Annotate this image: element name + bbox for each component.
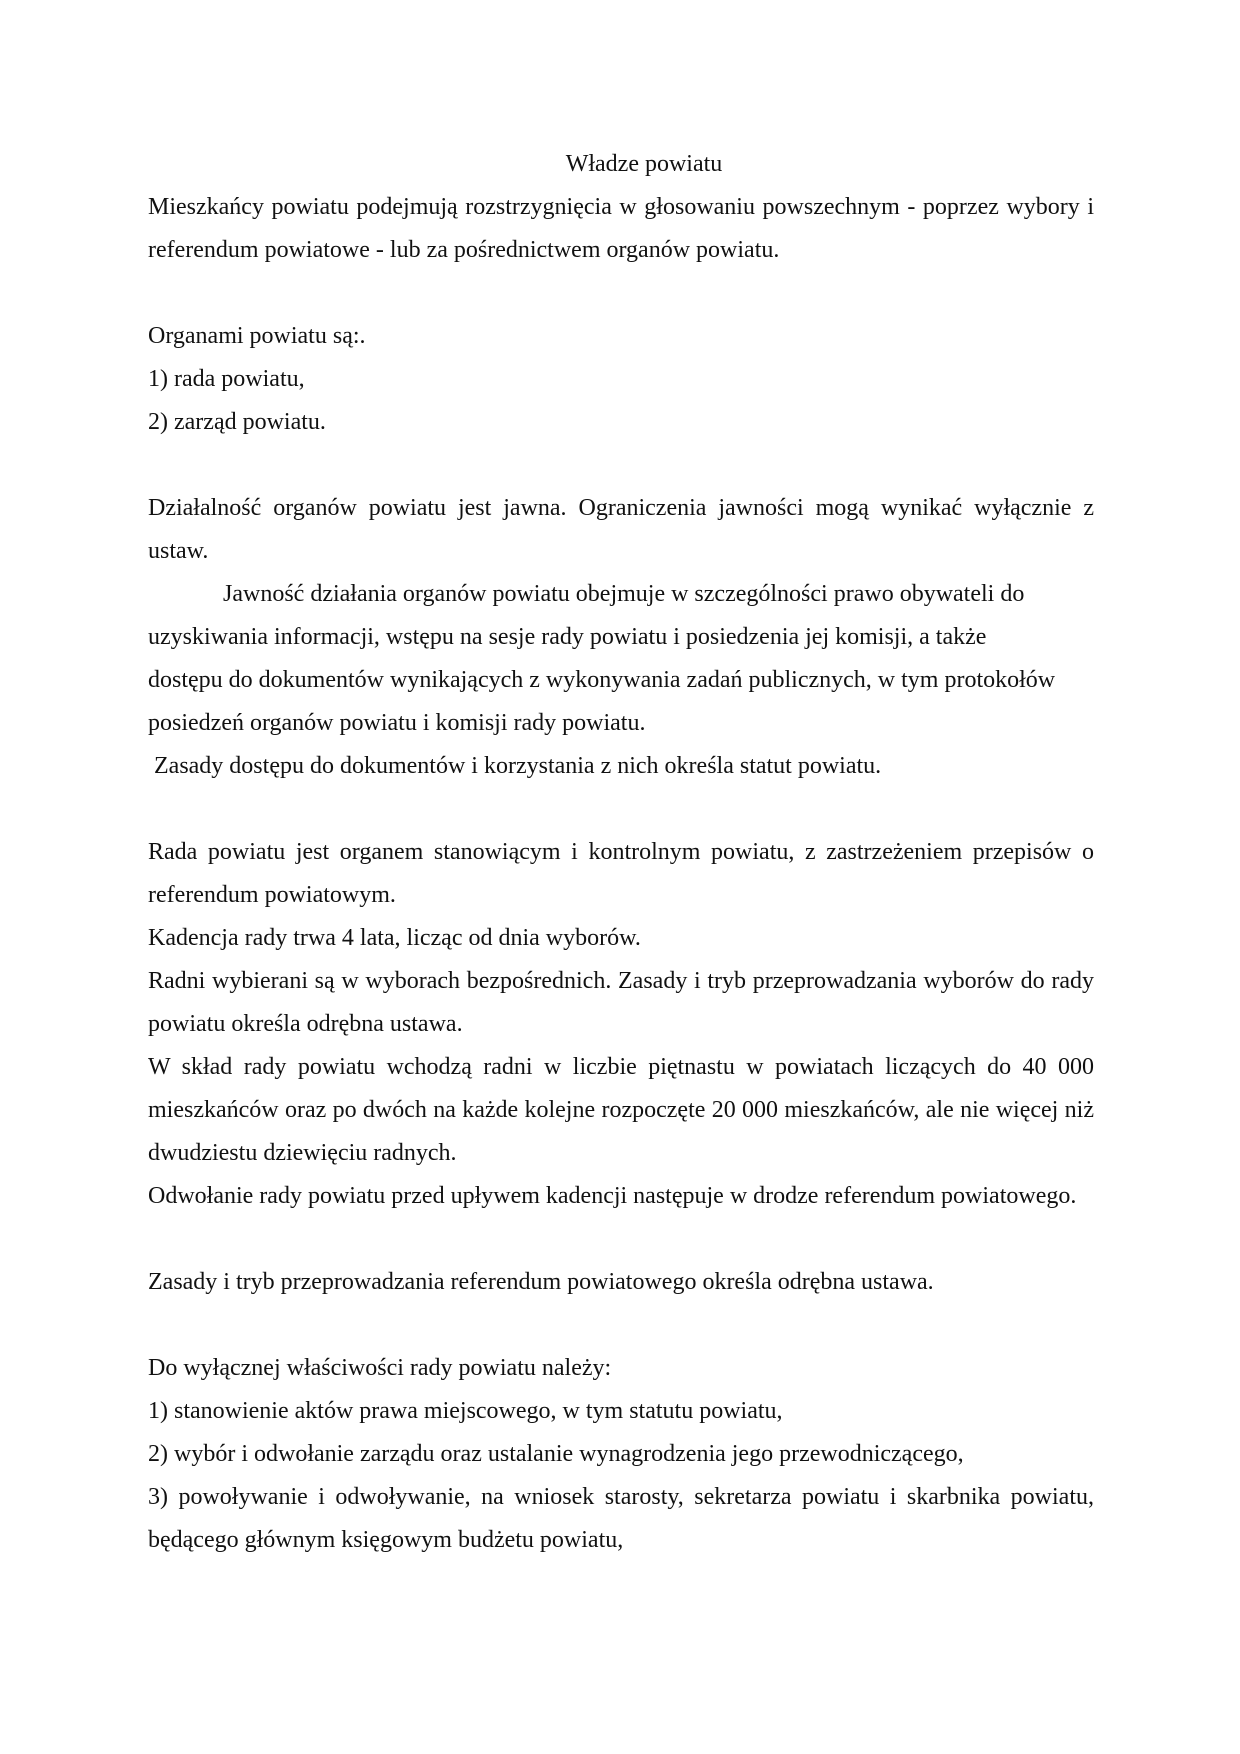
document-title: Władze powiatu (565, 151, 723, 177)
council-role-paragraph: Rada powiatu jest organem stanowiącym i kontrolnym powiatu, z zastrzeżeniem przepisów o referendum powiatowym. (148, 839, 1094, 908)
term-paragraph: Kadencja rady trwa 4 lata, licząc od dnia wyborów. (148, 925, 641, 951)
openness-paragraph: Działalność organów powiatu jest jawna. Ograniczenia jawności mogą wynikać wyłącznie z ustaw. (148, 495, 1094, 564)
spacer (148, 444, 1094, 487)
composition-paragraph: W skład rady powiatu wchodzą radni w liczbie piętnastu w powiatach liczących do 40 000 mieszkańców oraz po dwóch na każde kolejne rozpoczęte 20 000 mieszkańców, ale nie więcej niż dwudziestu dziewięciu radnych. (148, 1054, 1094, 1166)
document-body (148, 143, 1094, 1562)
openness-details-line: Jawność działania organów powiatu obejmuje w szczególności prawo obywateli do (223, 581, 1025, 607)
list-item: 2) wybór i odwołanie zarządu oraz ustalanie wynagrodzenia jego przewodniczącego, (148, 1441, 964, 1467)
list-item: 2) zarząd powiatu. (148, 409, 326, 435)
list-item: 1) stanowienie aktów prawa miejscowego, w tym statutu powiatu, (148, 1398, 783, 1424)
spacer (148, 1218, 1094, 1261)
spacer (148, 788, 1094, 831)
elections-paragraph: Radni wybierani są w wyborach bezpośrednich. Zasady i tryb przeprowadzania wyborów do rady powiatu określa odrębna ustawa. (148, 968, 1094, 1037)
list-item: 3) powoływanie i odwoływanie, na wniosek starosty, sekretarza powiatu i skarbnika powiatu, będącego głównym księgowym budżetu powiatu, (148, 1484, 1094, 1553)
spacer (148, 272, 1094, 315)
organs-list (148, 358, 1094, 444)
list-item: 1) rada powiatu, (148, 366, 305, 392)
openness-details-line: posiedzeń organów powiatu i komisji rady powiatu. (148, 710, 646, 736)
spacer (148, 1304, 1094, 1347)
referendum-rules-paragraph: Zasady i tryb przeprowadzania referendum powiatowego określa odrębna ustawa. (148, 1269, 934, 1295)
recall-paragraph: Odwołanie rady powiatu przed upływem kadencji następuje w drodze referendum powiatowego. (148, 1183, 1077, 1209)
competences-list (148, 1390, 1094, 1562)
openness-details-line: dostępu do dokumentów wynikających z wykonywania zadań publicznych, w tym protokołów (148, 667, 1056, 693)
competence-heading: Do wyłącznej właściwości rady powiatu należy: (148, 1355, 612, 1381)
organs-heading: Organami powiatu są:. (148, 323, 366, 349)
openness-details-line: uzyskiwania informacji, wstępu na sesje rady powiatu i posiedzenia jej komisji, a także (148, 624, 987, 650)
access-rules-paragraph: Zasady dostępu do dokumentów i korzystania z nich określa statut powiatu. (154, 753, 882, 779)
intro-paragraph: Mieszkańcy powiatu podejmują rozstrzygnięcia w głosowaniu powszechnym - poprzez wybory i referendum powiatowe - lub za pośrednictwem organów powiatu. (148, 194, 1094, 263)
